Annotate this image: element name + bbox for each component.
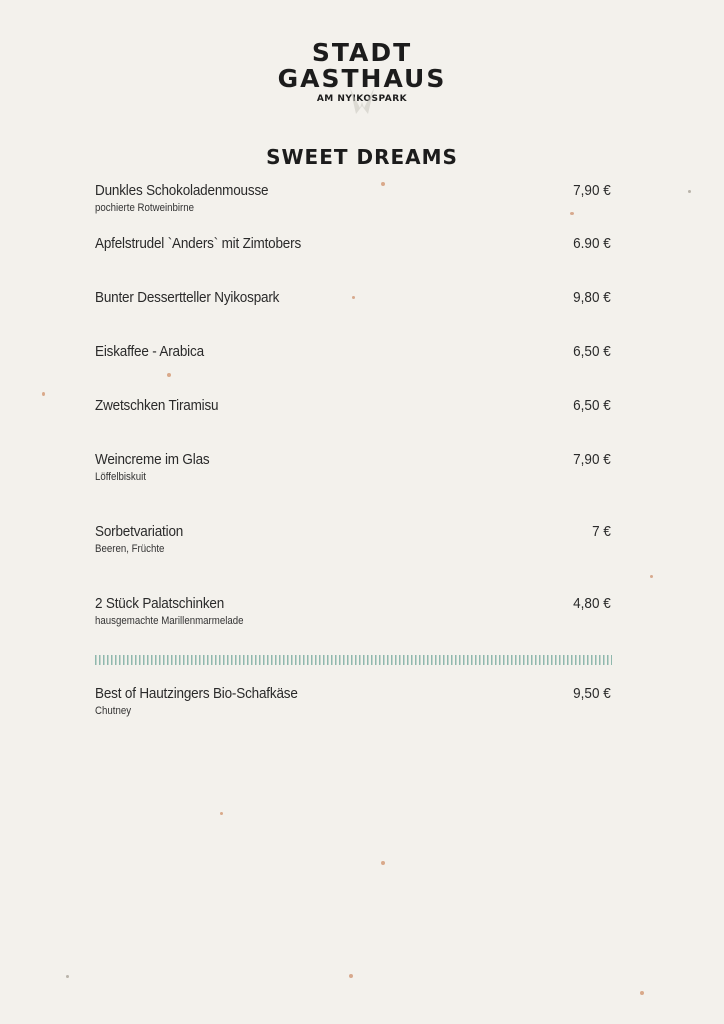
menu-item [95,523,611,555]
logo-subtitle: AM NYIKOSPARK [316,94,408,104]
menu-item-price: 6,50 € [573,397,611,414]
menu-item-description: pochierte Rotweinbirne [95,202,195,214]
paper-speck [66,975,69,978]
menu-item-description: Löffelbiskuit [95,471,146,483]
menu-item-name: Zwetschken Tiramisu [95,397,219,414]
section-divider [95,655,612,665]
section-title: SWEET DREAMS [266,145,458,169]
menu-item-name: Dunkles Schokoladenmousse [95,182,269,199]
paper-speck [349,974,353,978]
paper-speck [167,373,171,377]
menu-item-description: Beeren, Früchte [95,543,165,555]
menu-item-price: 6,50 € [573,343,611,360]
menu-item [95,289,611,306]
menu-item [95,182,611,214]
menu-item-price: 9,50 € [573,685,611,702]
menu-item-price: 7,90 € [573,182,611,199]
menu-item-name: Eiskaffee - Arabica [95,343,204,360]
paper-speck [640,991,644,995]
menu-item [95,397,611,414]
menu-item-price: 4,80 € [573,595,611,612]
logo-emblem-icon [338,86,386,116]
menu-item-price: 9,80 € [573,289,611,306]
logo-line-2: GASTHAUS [277,64,447,93]
menu-item [95,451,611,483]
menu-item [95,685,611,717]
paper-speck [220,812,223,815]
menu-item-name: Bunter Dessertteller Nyikospark [95,289,280,306]
menu-item-price: 6.90 € [573,235,611,252]
menu-item [95,595,611,627]
menu-item-name: Weincreme im Glas [95,451,210,468]
menu-item [95,343,611,360]
menu-item-description: hausgemachte Marillenmarmelade [95,615,244,627]
menu-item-description: Chutney [95,705,132,717]
menu-item-price: 7 € [592,523,611,540]
menu-item-name: 2 Stück Palatschinken [95,595,225,612]
paper-speck [381,861,385,865]
menu-item [95,235,611,252]
paper-speck [42,392,45,396]
menu-item-name: Sorbetvariation [95,523,184,540]
paper-speck [650,575,653,578]
paper-speck [688,190,691,193]
logo-line-1: STADT [311,38,413,67]
menu-item-name: Best of Hautzingers Bio-Schafkäse [95,685,298,702]
menu-item-name: Apfelstrudel `Anders` mit Zimtobers [95,235,302,252]
menu-item-price: 7,90 € [573,451,611,468]
